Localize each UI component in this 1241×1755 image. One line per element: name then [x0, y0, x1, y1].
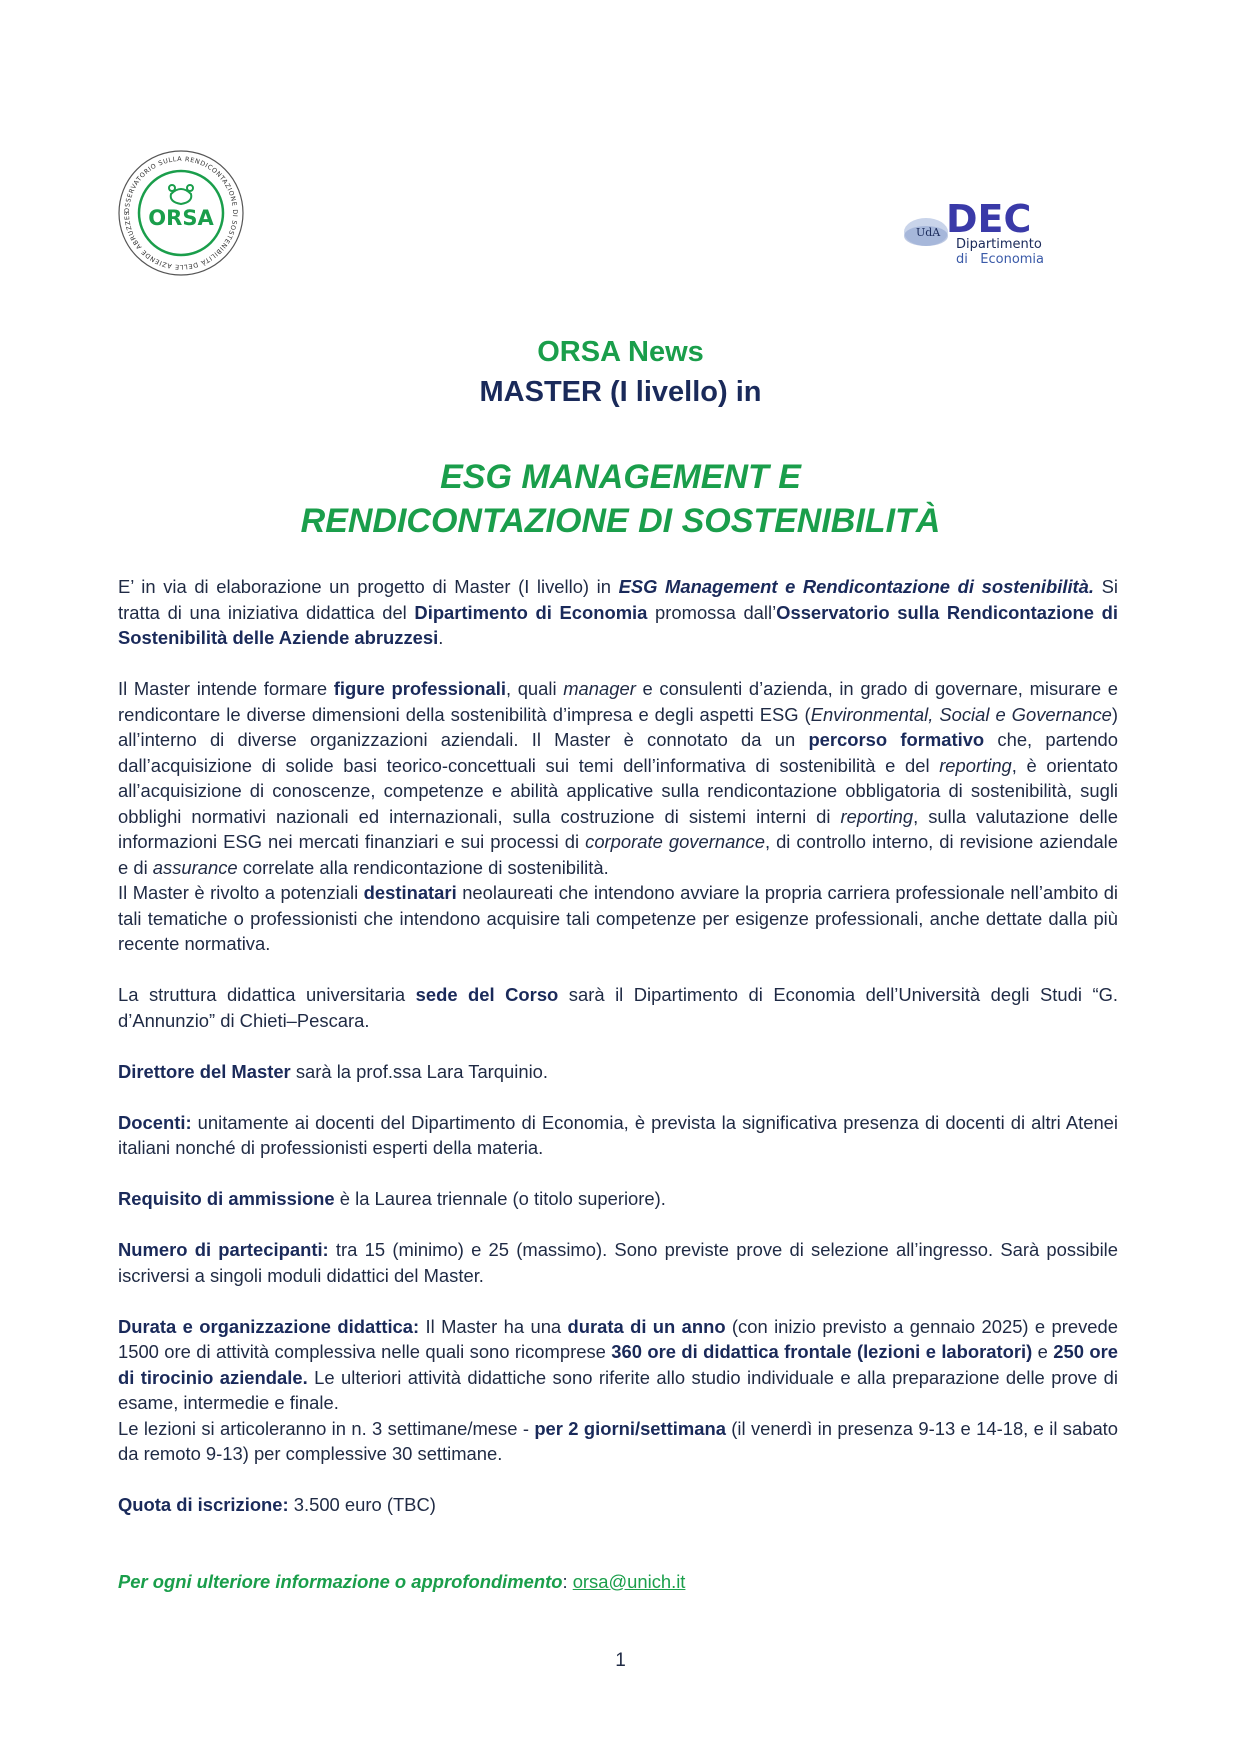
program-title [0, 455, 1241, 543]
dec-acronym: DEC [946, 197, 1032, 241]
page-number: 1 [615, 1650, 626, 1671]
intro-paragraph: E’ in via di elaborazione un progetto di Master (I livello) in ESG Management e Rendicontazione di sostenibilità. Si tratta di una iniziativa didattica del Dipartimento di Economia promossa dall’Osservatorio sulla Rendicontazione di Sostenibilità delle Aziende abruzzesi. [118, 576, 1118, 648]
participants-paragraph: Numero di partecipanti: tra 15 (minimo) e 25 (massimo). Sono previste prove di selezione all’ingresso. Sarà possibile iscriversi a singoli moduli didattici del Master. [118, 1239, 1118, 1286]
director-paragraph: Direttore del Master sarà la prof.ssa Lara Tarquinio. [118, 1060, 548, 1082]
contact-label: Per ogni ulteriore informazione o approfondimento [118, 1570, 563, 1592]
duration-paragraph: Durata e organizzazione didattica: Il Master ha una durata di un anno (con inizio previsto a gennaio 2025) e prevede 1500 ore di attività complessiva nelle quali sono ricomprese 360 ore di didattica frontale (lezioni e laboratori) e 250 ore di tirocinio aziendale. Le ulteriori attività didattiche sono riferite allo studio individuale e alla preparazione delle prove di esame, intermedie e finale. [118, 1315, 1118, 1413]
dec-badge: UdA [916, 226, 941, 239]
contact-paragraph: Per ogni ulteriore informazione o approfondimento: orsa@unich.it [118, 1570, 686, 1592]
dec-logo [902, 196, 1062, 270]
orsa-logo-name: ORSA [148, 206, 214, 230]
news-heading: ORSA News [537, 336, 704, 368]
orsa-ring-text: OSSERVATORIO SULLA RENDICONTAZIONE DI SOSTENIBILITÀ DELLE AZIENDE ABRUZZES [122, 154, 240, 272]
dec-line2: di Economia [956, 252, 1045, 267]
contact-email-link[interactable]: orsa@unich.it [572, 1570, 686, 1592]
dec-line1: Dipartimento [956, 237, 1042, 252]
orsa-logo [116, 148, 246, 278]
document-body [118, 574, 1118, 1620]
venue-paragraph: La struttura didattica universitaria sede del Corso sarà il Dipartimento di Economia dell’Università degli Studi “G. d’Annunzio” di Chieti–Pescara. [118, 984, 1118, 1031]
master-heading: MASTER (I livello) in [479, 376, 762, 408]
schedule-paragraph: Le lezioni si articoleranno in n. 3 settimane/mese - per 2 giorni/settimana (il venerdì in presenza 9-13 e 14-18, e il sabato da remoto 9-13) per complessive 30 settimane. [118, 1417, 1119, 1464]
objectives-paragraph: Il Master intende formare figure professionali, quali manager e consulenti d’azienda, in grado di governare, misurare e rendicontare le diverse dimensioni della sostenibilità d’impresa e degli aspetti ESG (Environmental, Social e Governance) all’interno di diverse organizzazioni aziendali. Il Master è connotato da un percorso formativo che, partendo dall’acquisizione di solide basi teorico-concettuali sui temi dell’informativa di sostenibilità e del reporting, è orientato all’acquisizione di conoscenze, competenze e abilità applicative sulla rendicontazione obbligatoria di sostenibilità, sugli obblighi normativi nazionali ed internazionali, sulla costruzione di sistemi interni di reporting, sulla valutazione delle informazioni ESG nei mercati finanziari e sui processi di corporate governance, di controllo interno, di revisione aziendale e di assurance correlate alla rendicontazione di sostenibilità. [118, 678, 1118, 878]
program-title-line2: RENDICONTAZIONE DI SOSTENIBILITÀ [300, 502, 941, 540]
fee-paragraph: Quota di iscrizione: 3.500 euro (TBC) [118, 1494, 436, 1515]
admission-paragraph: Requisito di ammissione è la Laurea triennale (o titolo superiore). [118, 1188, 666, 1209]
audience-paragraph: Il Master è rivolto a potenziali destinatari neolaureati che intendono avviare la propria carriera professionale nell’ambito di tali tematiche o professionisti che intendono acquisire tali competenze per esigenze professionali, anche dettate dalla più recente normativa. [118, 882, 1119, 954]
program-title-line1: ESG MANAGEMENT E [440, 458, 801, 496]
bear-icon [169, 185, 193, 204]
faculty-paragraph: Docenti: unitamente ai docenti del Dipartimento di Economia, è prevista la significativa presenza di docenti di altri Atenei italiani nonché di professionisti esperti della materia. [118, 1111, 1118, 1158]
